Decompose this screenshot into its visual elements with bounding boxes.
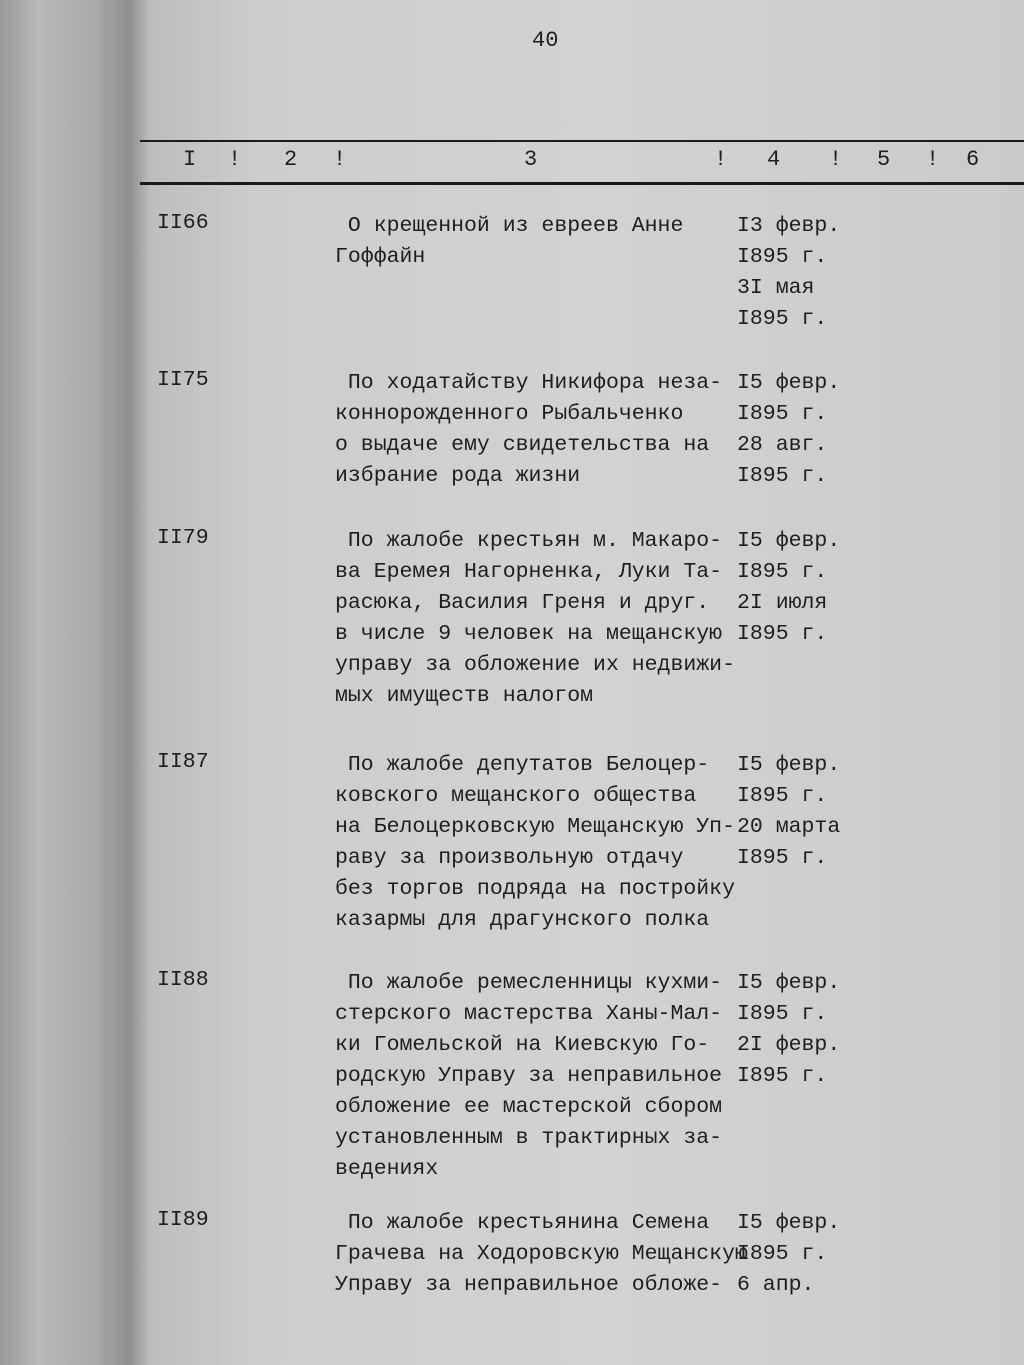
entry-number: II75	[157, 368, 209, 392]
description-line: на Белоцерковскую Мещанскую Уп-	[335, 815, 735, 839]
column-separator: !	[333, 147, 347, 172]
entry-description	[335, 211, 683, 273]
description-line: Управу за неправильное обложе-	[335, 1273, 723, 1297]
description-line: О крещенной из евреев Анне	[335, 214, 684, 238]
entry-description	[335, 526, 735, 712]
date-line: 28 авг.	[737, 433, 828, 457]
description-line: избрание рода жизни	[335, 464, 581, 488]
entry-dates	[737, 211, 840, 335]
description-line: ковского мещанского общества	[335, 784, 697, 808]
entry-description	[335, 968, 722, 1185]
column-separator: !	[228, 147, 242, 172]
entry-dates	[737, 1208, 840, 1301]
column-header-4: 4	[767, 147, 781, 172]
date-line: 6 апр.	[737, 1273, 815, 1297]
description-line: родскую Управу за неправильное	[335, 1064, 723, 1088]
date-line: I895 г.	[737, 622, 828, 646]
column-header-3: 3	[524, 147, 538, 172]
date-line: I895 г.	[737, 846, 828, 870]
column-separator: !	[829, 147, 843, 172]
page-number: 40	[532, 28, 559, 53]
date-line: I5 февр.	[737, 753, 841, 777]
description-line: По жалобе крестьян м. Макаро-	[335, 529, 723, 553]
description-line: стерского мастерства Ханы-Мал-	[335, 1002, 723, 1026]
description-line: установленным в трактирных за-	[335, 1126, 723, 1150]
date-line: 20 марта	[737, 815, 841, 839]
description-line: ва Еремея Нагорненка, Луки Та-	[335, 560, 723, 584]
description-line: ведениях	[335, 1157, 439, 1181]
description-line: обложение ее мастерской сбором	[335, 1095, 723, 1119]
column-header-5: 5	[877, 147, 891, 172]
entry-number: II88	[157, 968, 209, 992]
entry-dates	[737, 750, 840, 874]
description-line: По жалобе крестьянина Семена	[335, 1211, 710, 1235]
date-line: I5 февр.	[737, 971, 841, 995]
table-header-top-rule	[140, 140, 1024, 142]
date-line: I5 февр.	[737, 1211, 841, 1235]
description-line: По ходатайству Никифора неза-	[335, 371, 723, 395]
description-line: расюка, Василия Греня и друг.	[335, 591, 710, 615]
column-header-6: 6	[966, 147, 980, 172]
description-line: Грачева на Ходоровскую Мещанскую	[335, 1242, 748, 1266]
entry-number: II89	[157, 1208, 209, 1232]
entry-dates	[737, 526, 840, 650]
date-line: I895 г.	[737, 1002, 828, 1026]
description-line: казармы для драгунского полка	[335, 908, 710, 932]
column-header-2: 2	[284, 147, 298, 172]
date-line: I895 г.	[737, 402, 828, 426]
description-line: без торгов подряда на постройку	[335, 877, 735, 901]
description-line: коннорожденного Рыбальченко	[335, 402, 684, 426]
column-header-1: I	[183, 147, 197, 172]
date-line: I5 февр.	[737, 529, 841, 553]
entry-number: II87	[157, 750, 209, 774]
date-line: I895 г.	[737, 1064, 828, 1088]
entry-number: II79	[157, 526, 209, 550]
column-separator: !	[714, 147, 728, 172]
description-line: По жалобе ремесленницы кухми-	[335, 971, 723, 995]
date-line: I895 г.	[737, 307, 828, 331]
description-line: мых имуществ налогом	[335, 684, 594, 708]
date-line: I895 г.	[737, 245, 828, 269]
date-line: 2I июля	[737, 591, 828, 615]
date-line: I895 г.	[737, 464, 828, 488]
entry-dates	[737, 968, 840, 1092]
entry-description	[335, 750, 735, 936]
column-separator: !	[926, 147, 940, 172]
description-line: По жалобе депутатов Белоцер-	[335, 753, 710, 777]
table-header-bottom-rule	[140, 182, 1024, 185]
date-line: 2I февр.	[737, 1033, 841, 1057]
description-line: раву за произвольную отдачу	[335, 846, 684, 870]
date-line: I3 февр.	[737, 214, 841, 238]
date-line: I895 г.	[737, 560, 828, 584]
description-line: Гоффайн	[335, 245, 426, 269]
description-line: управу за обложение их недвижи-	[335, 653, 735, 677]
entry-dates	[737, 368, 840, 492]
entry-description	[335, 368, 722, 492]
entry-description	[335, 1208, 748, 1301]
date-line: I5 февр.	[737, 371, 841, 395]
date-line: 3I мая	[737, 276, 815, 300]
description-line: ки Гомельской на Киевскую Го-	[335, 1033, 710, 1057]
date-line: I895 г.	[737, 1242, 828, 1266]
entry-number: II66	[157, 211, 209, 235]
description-line: о выдаче ему свидетельства на	[335, 433, 710, 457]
description-line: в числе 9 человек на мещанскую	[335, 622, 723, 646]
date-line: I895 г.	[737, 784, 828, 808]
